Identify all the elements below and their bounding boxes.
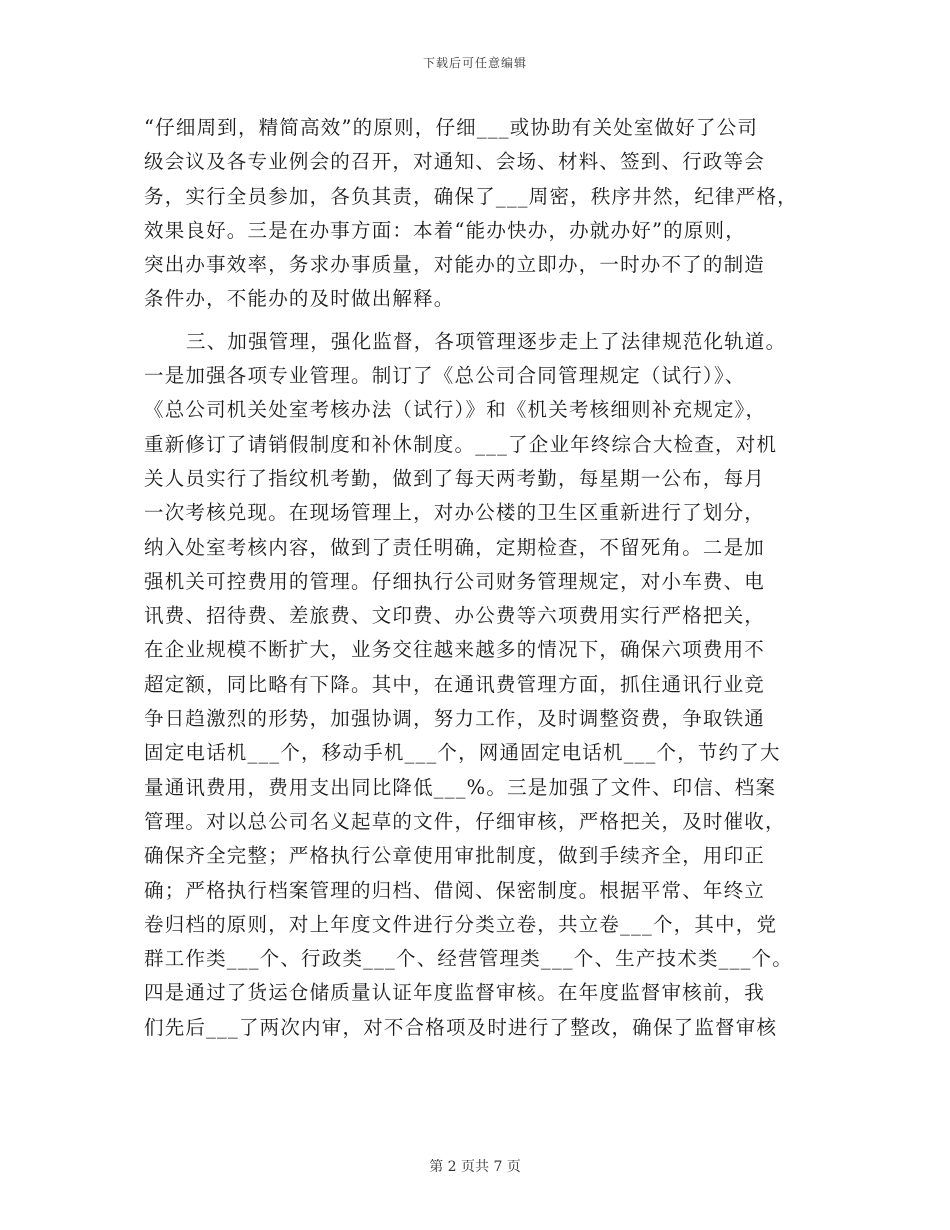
- text-line: 一次考核兑现。在现场管理上，对办公楼的卫生区重新进行了划分，: [144, 501, 766, 525]
- text-line: 重新修订了请销假制度和补休制度。___了企业年终综合大检查，对机: [144, 432, 778, 456]
- text-line: 效果良好。三是在办事方面：本着“能办快办，办就办好”的原则，: [144, 218, 746, 242]
- page-number: 第 2 页共 7 页: [429, 1159, 521, 1175]
- text-line: 讯费、招待费、差旅费、文印费、办公费等六项费用实行严格把关，: [144, 604, 766, 628]
- text-line: 《总公司机关处室考核办法（试行）》和《机关考核细则补充规定》，: [144, 398, 767, 422]
- text-line: 突出办事效率，务求办事质量，对能办的立即办，一时办不了的制造: [144, 253, 766, 277]
- text-line: 在企业规模不断扩大，业务交往越来越多的情况下，确保六项费用不: [144, 638, 766, 662]
- text-line: 一是加强各项专业管理。制订了《总公司合同管理规定（试行）》、: [144, 364, 746, 388]
- text-line: 四是通过了货运仓储质量认证年度监督审核。在年度监督审核前，我: [144, 981, 766, 1005]
- text-line: 们先后___了两次内审，对不合格项及时进行了整改，确保了监督审核: [144, 1015, 778, 1039]
- page-header: 下载后可任意编辑: [422, 56, 527, 70]
- text-line: 条件办，不能办的及时做出解释。: [144, 287, 455, 311]
- text-line: 务，实行全员参加，各负其责，确保了___周密，秩序井然，纪律严格，: [144, 184, 798, 208]
- text-line: 强机关可控费用的管理。仔细执行公司财务管理规定，对小车费、电: [144, 569, 766, 593]
- text-line: “仔细周到，精简高效”的原则，仔细___或协助有关处室做好了公司: [144, 116, 759, 139]
- text-line: 关人员实行了指纹机考勤，做到了每天两考勤，每星期一公布，每月: [144, 466, 766, 490]
- text-line: 管理。对以总公司名义起草的文件，仔细审核，严格把关，及时催收，: [144, 809, 786, 833]
- text-line: 级会议及各专业例会的召开，对通知、会场、材料、签到、行政等会: [144, 150, 766, 174]
- text-line: 纳入处室考核内容，做到了责任明确，定期检查，不留死角。二是加: [144, 535, 766, 559]
- text-line: 超定额，同比略有下降。其中，在通讯费管理方面，抓住通讯行业竞: [144, 672, 766, 696]
- text-line: 确保齐全完整；严格执行公章使用审批制度，做到手续齐全，用印正: [144, 844, 766, 868]
- paragraph-start-line: 三、加强管理，强化监督，各项管理逐步走上了法律规范化轨道。: [186, 329, 787, 353]
- text-line: 争日趋激烈的形势，加强协调，努力工作，及时调整资费，争取铁通: [144, 707, 766, 731]
- text-line: 卷归档的原则，对上年度文件进行分类立卷，共立卷___个，其中，党: [144, 912, 778, 936]
- text-line: 群工作类___个、行政类___个、经营管理类___个、生产技术类___个。: [144, 947, 793, 971]
- text-line: 固定电话机___个，移动手机___个，网通固定电话机___个，节约了大: [144, 741, 781, 765]
- text-line: 确；严格执行档案管理的归档、借阅、保密制度。根据平常、年终立: [144, 878, 766, 902]
- text-line: 量通讯费用，费用支出同比降低___%。三是加强了文件、印信、档案: [144, 775, 777, 799]
- document-body: [144, 111, 816, 1045]
